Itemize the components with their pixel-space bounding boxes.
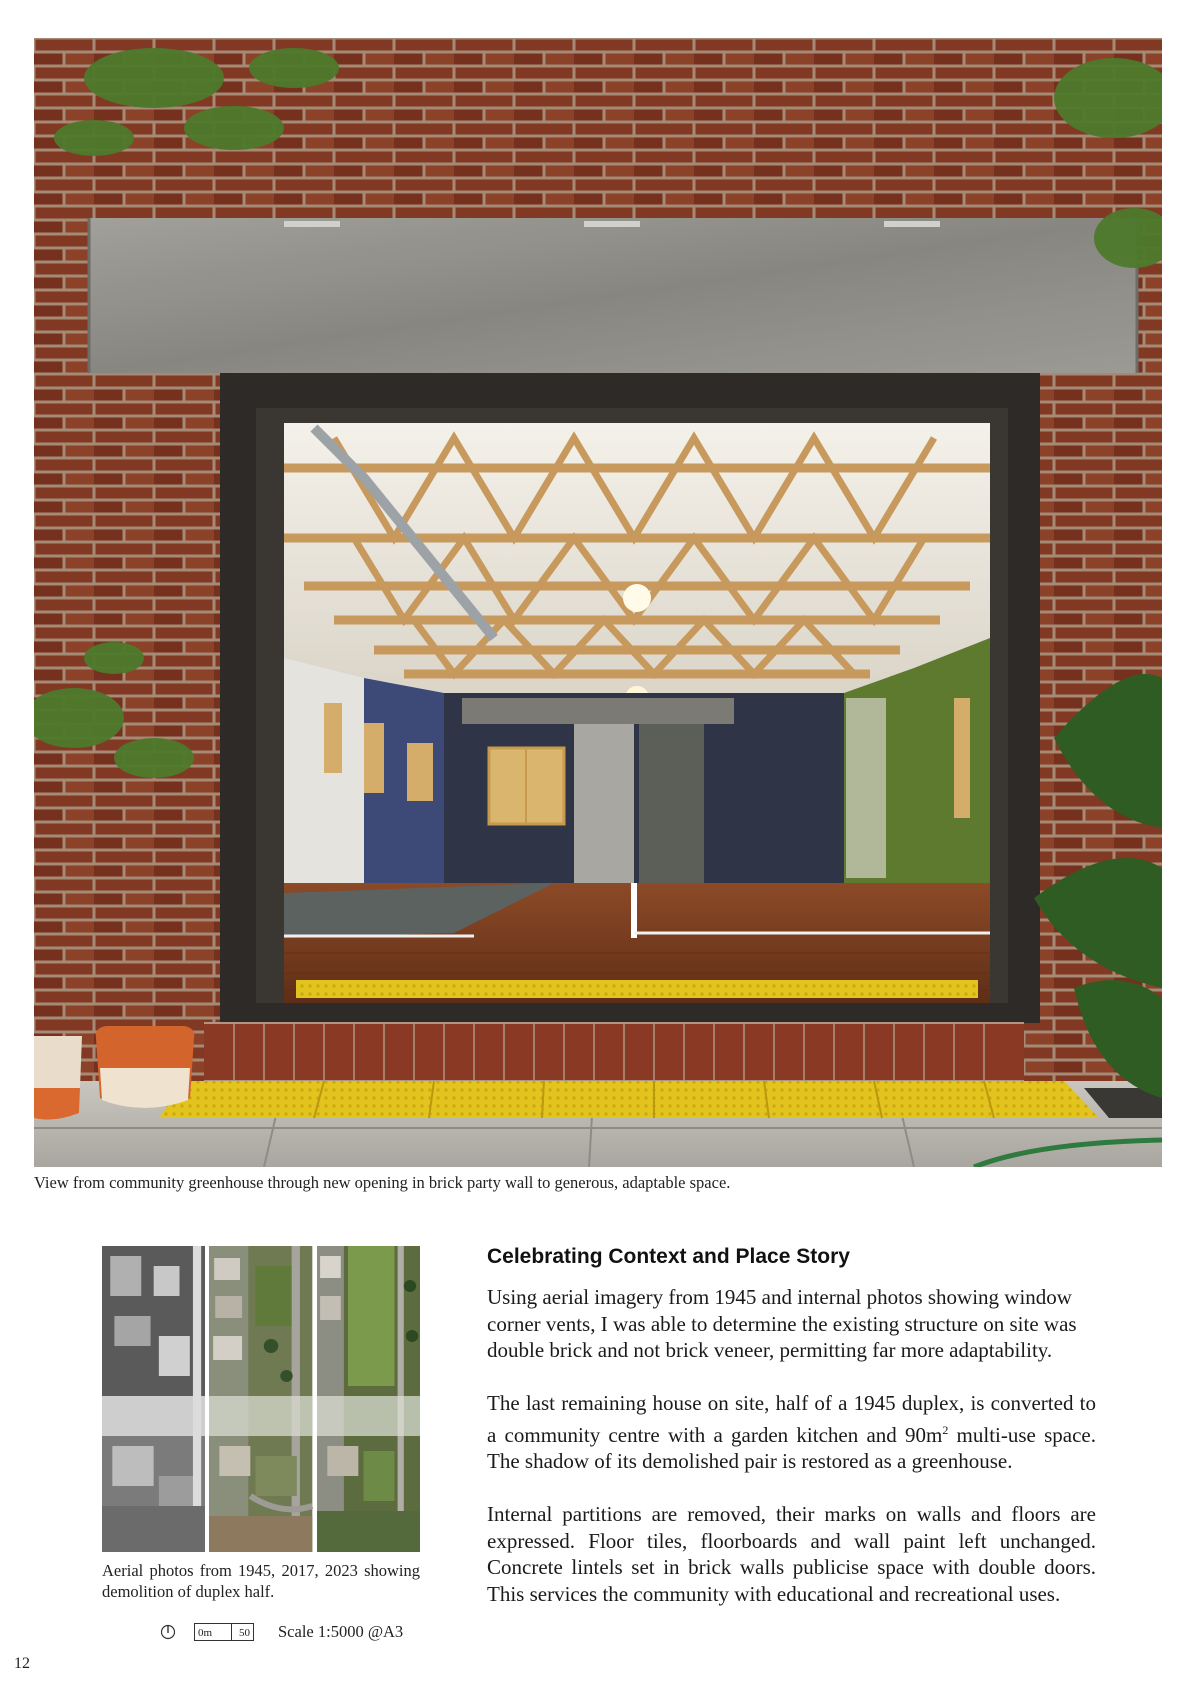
paragraph-2: The last remaining house on site, half of a 1945 duplex, is converted to a community centre with a garden kitchen and $90m^2$ multi-use space. The shadow of its demolished pair is restored as a greenhouse. xyxy=(487,1391,1096,1473)
page-number: 12 xyxy=(14,1655,30,1672)
scale-start-label: 0m xyxy=(198,1627,213,1639)
hero-render-image xyxy=(34,38,1162,1167)
body-text xyxy=(487,1284,1096,1634)
aerial-caption: Aerial photos from 1945, 2017, 2023 showing demolition of duplex half. xyxy=(102,1561,420,1601)
section-title: Celebrating Context and Place Story xyxy=(487,1245,850,1268)
aerial-photo-1945 xyxy=(102,1246,205,1552)
aerial-photo-2017 xyxy=(209,1246,312,1552)
hero-caption: View from community greenhouse through new opening in brick party wall to generous, adaptable space. xyxy=(34,1173,731,1192)
scale-text: Scale 1:5000 @A3 xyxy=(278,1622,404,1641)
paragraph-1: Using aerial imagery from 1945 and internal photos showing window corner vents, I was able to determine the existing structure on site was double brick and not brick veneer, permitting far more adaptability. xyxy=(487,1285,1077,1362)
scale-bar xyxy=(194,1623,254,1641)
aerial-photo-2023 xyxy=(317,1246,420,1552)
aerial-photo-strip xyxy=(102,1246,420,1552)
north-arrow-icon xyxy=(160,1624,176,1640)
paragraph-3: Internal partitions are removed, their marks on walls and floors are expressed. Floor tiles, floorboards and wall paint left unchanged. Concrete lintels set in brick walls publicise space with double doors. This services the community with educational and recreational uses. xyxy=(487,1502,1096,1606)
scale-end-label: 50 xyxy=(239,1627,250,1639)
scale-legend xyxy=(160,1621,422,1643)
